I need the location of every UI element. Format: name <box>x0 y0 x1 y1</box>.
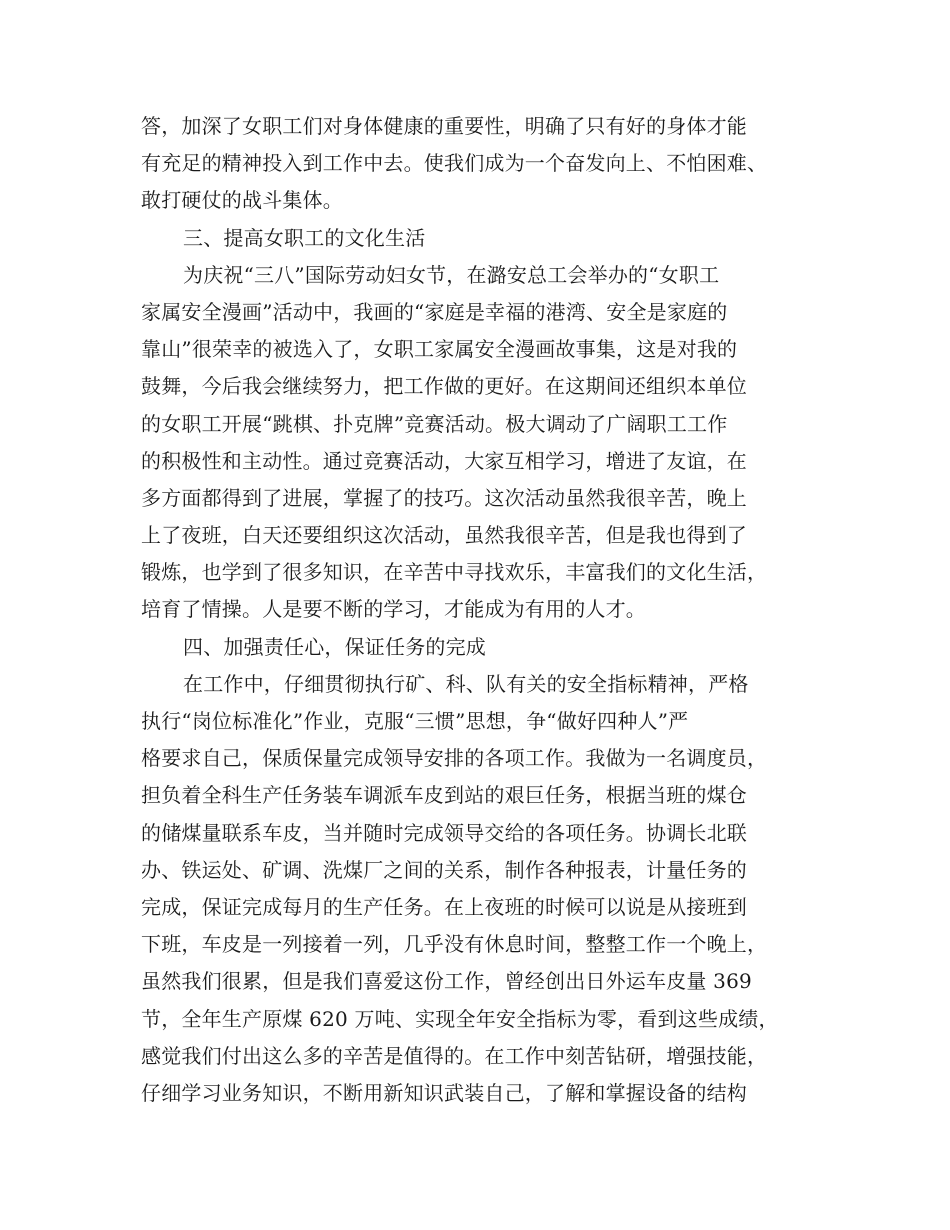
text-line: 执行“岗位标准化”作业，克服“三惯”思想，争“做好四种人”严 <box>141 709 689 733</box>
text-line: 完成，保证完成每月的生产任务。在上夜班的时候可以说是从接班到 <box>141 894 747 919</box>
paragraph-start-line: 三、提高女职工的文化生活 <box>183 225 426 250</box>
text-line: 虽然我们很累，但是我们喜爱这份工作，曾经创出日外运车皮量 369 <box>141 969 752 994</box>
text-line: 靠山”很荣幸的被选入了，女职工家属安全漫画故事集，这是对我的 <box>141 337 738 362</box>
text-line: 答，加深了女职工们对身体健康的重要性，明确了只有好的身体才能 <box>141 114 747 138</box>
paragraph-start-line: 在工作中，仔细贯彻执行矿、科、队有关的安全指标精神，严格 <box>183 671 749 696</box>
text-line: 办、铁运处、矿调、洗煤厂之间的关系，制作各种报表，计量任务的 <box>141 857 747 882</box>
text-line: 上了夜班，白天还要组织这次活动，虽然我很辛苦，但是我也得到了 <box>141 523 747 548</box>
text-line: 的积极性和主动性。通过竞赛活动，大家互相学习，增进了友谊，在 <box>141 448 747 473</box>
text-line: 感觉我们付出这么多的辛苦是值得的。在工作中刻苦钻研，增强技能， <box>141 1043 768 1068</box>
text-line: 培育了情操。人是要不断的学习，才能成为有用的人才。 <box>141 597 646 622</box>
text-line: 下班，车皮是一列接着一列，几乎没有休息时间，整整工作一个晚上， <box>141 932 768 957</box>
text-line: 的储煤量联系车皮，当并随时完成领导交给的各项任务。协调长北联 <box>141 820 747 845</box>
paragraph-start-line: 为庆祝“三八”国际劳动妇女节，在潞安总工会举办的“女职工 <box>183 262 720 287</box>
document-body <box>141 108 821 1112</box>
text-line: 多方面都得到了进展，掌握了的技巧。这次活动虽然我很辛苦，晚上 <box>141 485 747 510</box>
text-line: 有充足的精神投入到工作中去。使我们成为一个奋发向上、不怕困难、 <box>141 151 768 176</box>
text-line: 锻炼，也学到了很多知识，在辛苦中寻找欢乐，丰富我们的文化生活， <box>141 560 768 585</box>
text-line: 格要求自己，保质保量完成领导安排的各项工作。我做为一名调度员， <box>141 746 768 771</box>
text-line: 的女职工开展“跳棋、扑克牌”竞赛活动。极大调动了广阔职工工作 <box>141 411 728 436</box>
paragraph-start-line: 四、加强责任心，保证任务的完成 <box>183 634 486 659</box>
text-line: 担负着全科生产任务装车调派车皮到站的艰巨任务，根据当班的煤仓 <box>141 783 747 808</box>
text-line: 节，全年生产原煤 620 万吨、实现全年安全指标为零，看到这些成绩， <box>141 1006 779 1031</box>
text-line: 鼓舞，今后我会继续努力，把工作做的更好。在这期间还组织本单位 <box>141 374 747 399</box>
text-line: 仔细学习业务知识，不断用新知识武装自己，了解和掌握设备的结构 <box>141 1080 747 1105</box>
text-line: 家属安全漫画”活动中，我画的“家庭是幸福的港湾、安全是家庭的 <box>141 299 728 324</box>
text-line: 敢打硬仗的战斗集体。 <box>141 188 343 213</box>
